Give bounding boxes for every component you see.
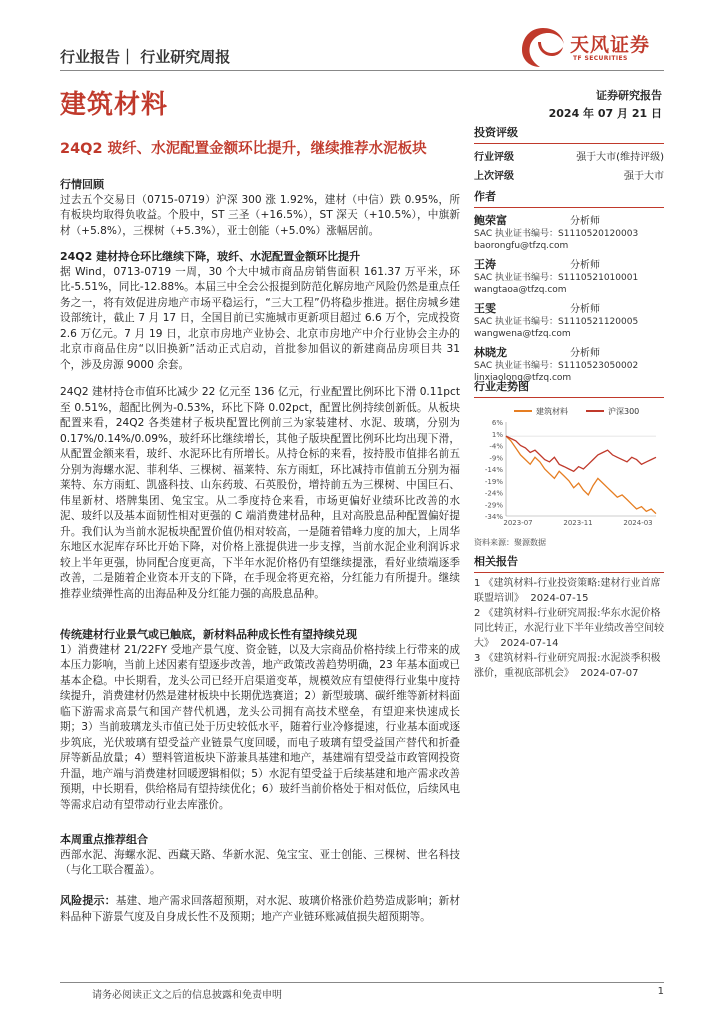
holdings-paragraph-1: 据 Wind，0713-0719 一周，30 个大中城市商品房销售面积 161.37 万平米，环比-5.51%，同比-12.88%。本届三中全会公报提到防范化解房地产风险仍然是重点任务之一，将有效促进房地产市场平稳运行，“三大工程”仍将稳步推进。据住房城乡建设部统计，截止 7 月 17 日，全国目前已实施城市更新项目超过 6.6 万个，完成投资 2.6 万亿元。7 月 19 日，北京市房地产业协会、北京市房地产中介行业协会主办的北京市商品住房“以旧换新”活动正式启动，首批参加倡议的新建商品房项目共 31 个，涉及房源 9000 余套。	[60, 265, 460, 371]
risk-text: 基建、地产需求回落超预期，对水泥、玻璃价格涨价趋势造成影响；新材料品种下游景气度及自身成长性不及预期；地产产业链环账减值损失超预期等。	[60, 895, 461, 923]
author-cert: SAC 执业证书编号：S1110523050002	[474, 361, 639, 371]
report-date: 2024 年 07 月 21 日	[548, 107, 662, 120]
rating-panel	[474, 124, 664, 184]
author-role: 分析师	[570, 304, 600, 315]
company-logo	[518, 24, 668, 70]
y-tick-label: -14%	[484, 466, 503, 474]
author-cert: SAC 执业证书编号：S1110521010001	[474, 273, 639, 283]
authors-panel	[474, 188, 664, 384]
rating-title: 投资评级	[474, 124, 664, 144]
footer-divider	[60, 982, 664, 983]
author-cert: SAC 执业证书编号：S1110521120005	[474, 317, 639, 327]
author-name: 林晓龙	[474, 346, 507, 359]
section-title: 行情回顾	[60, 178, 104, 191]
industry-title: 建筑材料	[60, 90, 169, 120]
y-tick-label: -4%	[489, 442, 503, 451]
risk-label: 风险提示：	[60, 894, 116, 907]
picks-section	[60, 832, 460, 879]
related-report-item[interactable]: 1 《建筑材料-行业投资策略:建材行业首席联盟培训》 2024-07-15	[474, 578, 661, 604]
holdings-paragraph-2: 24Q2 建材持仓市值环比减少 22 亿元至 136 亿元，行业配置比例环比下滑 0.11pct 至 0.51%，超配比例为-0.53%，环比下降 0.02pct，配置比例持续创新低。从板块配置来看，24Q2 各类建材子板块配置比例前三为家装建材、水泥、玻璃，分别为 0.17%/0.14%/0.09%，玻纤环比继续增长，其他子版块配置比例环比均出现下滑，从配置金额来看，玻纤、水泥环比有所增长。从持仓标的来看，按持股市值排名前五分别为海螺水泥、菲利华、三棵树、福莱特、东方雨虹，环比减持市值前五分别为福莱特、东方雨虹、凯盛科技、山东药玻、石英股份，增持前五为三棵树、中国巨石、伟星新材、塔牌集团、兔宝宝。从二季度持仓来看，市场更偏好业绩环比改善的水泥、玻纤以及基本面韧性相对更强的 C 端消费建材品种，且对高股息品种配置偏好提升。我们认为当前水泥板块配置价值仍相对较高，一是随着错峰力度的加大，上周华东地区水泥库存环比开始下降，对价格上涨提供进一步支撑，当前水泥企业利润诉求较上半年更强，协同配合度更高，下半年水泥价格仍有望继续提涨，看好业绩端逐季改善，二是随着企业资本开支的下降，在手现金将更充裕，分红能力有所提升。继续推荐业绩弹性高的出海品种及分红能力强的高股息品种。	[60, 386, 460, 600]
author-role: 分析师	[570, 260, 600, 271]
report-category: 行业报告｜ 行业研究周报	[60, 48, 231, 66]
section-title: 传统建材行业景气或已触底，新材料品种成长性有望持续兑现	[60, 628, 357, 641]
logo-name: 天风证券	[570, 34, 651, 56]
x-tick-label: 2023-07	[503, 519, 533, 527]
author-email[interactable]: baorongfu@tfzq.com	[474, 241, 569, 251]
y-tick-label: 1%	[491, 430, 503, 439]
trend-chart	[474, 404, 664, 532]
outlook-paragraph: 1）消费建材 21/22FY 受地产景气度、资金链，以及大宗商品价格持续上行带来的成本压力影响，当前上述因素有望逐步改善，地产政策改善趋势明确，23 年基本面或已基本企稳。中长期看，龙头公司已经开启渠道变革，规模效应有望使得行业集中度持续提升，消费建材仍然是建材板块中长期优选赛道；2）新型玻璃、碳纤维等新材料面临下游需求高景气和国产替代机遇，龙头公司拥有高技术壁垒，有望迎来快速成长期；3）当前玻璃龙头市值已处于历史较低水平，随着行业冷修提速，行业基本面或逐步筑底，光伏玻璃有望受益产业链景气度回暖，而电子玻璃有望受益国产替代和折叠屏等新品放量；4）塑料管道板块下游兼具基建和地产，基建端有望受益市政管网投资升温，地产端与消费建材回暖逻辑相似；5）水泥有望受益于后续基建和地产需求改善预期，中长期看，供给格局有望持续优化；6）玻纤当前价格处于相对低位，后续风电等需求启动有望带动行业去库涨价。	[60, 643, 460, 811]
header-divider	[60, 70, 664, 71]
series-line	[506, 436, 656, 513]
market-review-section	[60, 177, 460, 239]
author-entry	[474, 256, 664, 296]
y-tick-label: -19%	[484, 477, 503, 486]
author-name: 鲍荣富	[474, 214, 507, 227]
risk-section	[60, 893, 460, 925]
legend-label: 沪深300	[608, 407, 640, 416]
author-email[interactable]: wangtaoa@tfzq.com	[474, 285, 567, 295]
rating-row: 行业评级 强于大市(维持评级)	[474, 152, 664, 163]
y-tick-label: 6%	[491, 419, 503, 427]
x-tick-label: 2023-11	[563, 519, 593, 527]
author-email[interactable]: wangwena@tfzq.com	[474, 329, 571, 339]
related-report-item[interactable]: 2 《建筑材料-行业研究周报:华东水泥价格同比转正，水泥行业下半年业绩改善空间较大》 2024-07-14	[474, 608, 664, 649]
report-type: 证券研究报告	[596, 89, 662, 102]
author-entry	[474, 300, 664, 340]
author-entry	[474, 212, 664, 252]
series-line	[506, 436, 656, 471]
chart-source: 资料来源：聚源数据	[474, 538, 546, 547]
disclaimer-note: 请务必阅读正文之后的信息披露和免责申明	[92, 990, 282, 1001]
related-panel	[474, 553, 664, 681]
review-paragraph: 过去五个交易日（0715-0719）沪深 300 涨 1.92%，建材（中信）跌 0.95%，所有板块均取得负收益。个股中，ST 三圣（+16.5%），ST 深天（+10.5%），中旗新材（+5.8%），三棵树（+5.3%），亚士创能（+5.0%）涨幅居前。	[60, 193, 460, 237]
y-tick-label: -29%	[484, 501, 503, 510]
y-tick-label: -34%	[484, 513, 503, 521]
legend-label: 建筑材料	[536, 407, 568, 416]
y-tick-label: -9%	[489, 454, 503, 463]
section-title: 24Q2 建材持仓环比继续下降，玻纤、水泥配置金额环比提升	[60, 250, 361, 263]
holdings-section	[60, 249, 460, 602]
outlook-section	[60, 627, 460, 813]
y-tick-label: -24%	[484, 489, 503, 498]
author-role: 分析师	[570, 216, 600, 227]
rating-row: 上次评级 强于大市	[474, 171, 664, 182]
x-tick-label: 2024-03	[623, 519, 653, 527]
related-report-item[interactable]: 3 《建筑材料-行业研究周报:水泥淡季积极涨价，重视底部机会》 2024-07-07	[474, 653, 661, 679]
picks-paragraph: 西部水泥、海螺水泥、西藏天路、华新水泥、兔宝宝、亚士创能、三棵树、世名科技（与化工联合覆盖）。	[60, 848, 460, 876]
trend-title: 行业走势图	[474, 378, 664, 398]
author-name: 王雯	[474, 302, 496, 315]
logo-mark-icon	[518, 24, 568, 70]
authors-title: 作者	[474, 188, 664, 208]
author-email[interactable]: linxiaolong@tfzq.com	[474, 373, 572, 383]
page-number: 1	[657, 986, 664, 997]
related-title: 相关报告	[474, 553, 664, 573]
report-headline: 24Q2 玻纤、水泥配置金额环比提升，继续推荐水泥板块	[60, 141, 427, 157]
section-title: 本周重点推荐组合	[60, 833, 148, 846]
author-role: 分析师	[570, 348, 600, 359]
trend-panel	[474, 378, 664, 548]
logo-english: TF SECURITIES	[573, 55, 628, 62]
author-name: 王涛	[474, 258, 496, 271]
author-cert: SAC 执业证书编号：S1110520120003	[474, 229, 639, 239]
